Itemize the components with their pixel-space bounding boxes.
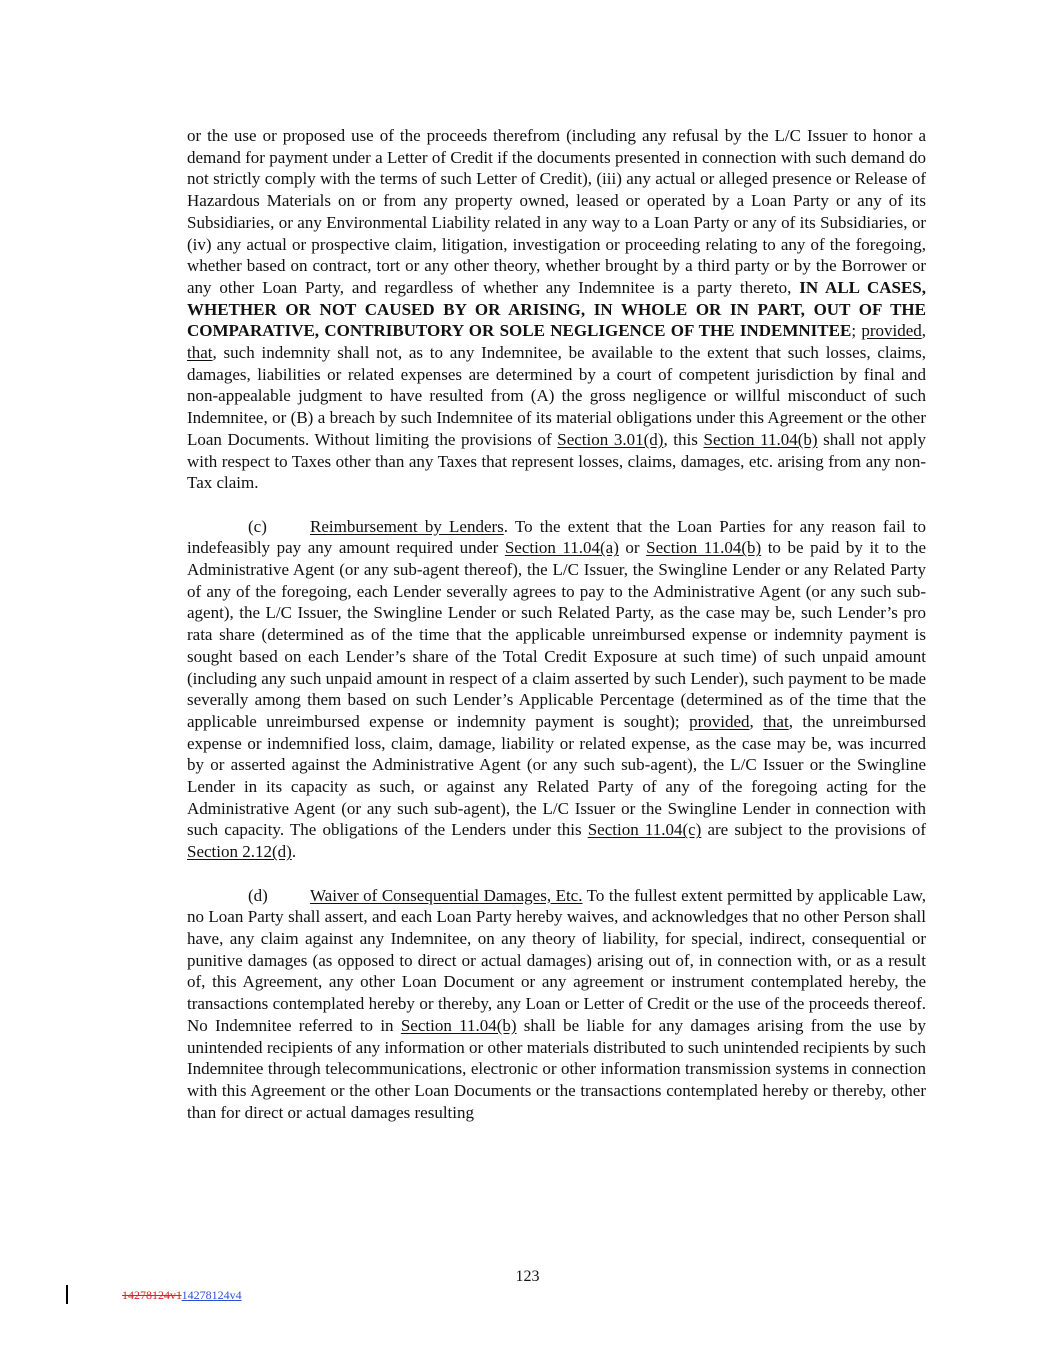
doc-id-inserted: 14278124v4 (181, 1288, 242, 1302)
section-ref: Section 3.01(d) (557, 429, 664, 449)
section-ref: Section 11.04(b) (646, 538, 762, 558)
doc-id-deleted: 14278124v1 (122, 1288, 182, 1302)
paragraph-label: (d) (248, 885, 268, 905)
provided-term: provided (861, 321, 922, 341)
paragraph-b-continuation: or the use or proposed use of the proceeds therefrom (including any refusal by the L/C Issuer to honor a demand for payment under a Letter of Credit if the documents presented in connection with such demand do not strictly comply with the terms of such Letter of Credit), (iii) any actual or alleged presence or Release of Hazardous Materials on or from any property owned, leased or operated by a Loan Party or any of its Subsidiaries, or any Environmental Liability related in any way to a Loan Party or any of its Subsidiaries, or (iv) any actual or prospective claim, litigation, investigation or proceeding relating to any of the foregoing, whether based on contract, tort or any other theory, whether brought by a third party or by the Borrower or any other Loan Party, and regardless of whether any Indemnitee is a party thereto, IN ALL CASES, WHETHER OR NOT CAUSED BY OR ARISING, IN WHOLE OR IN PART, OUT OF THE COMPARATIVE, CONTRIBUTORY OR SOLE NEGLIGENCE OF THE INDEMNITEE; provided, that, such indemnity shall not, as to any Indemnitee, be available to the extent that such losses, claims, damages, liabilities or related expenses are determined by a court of competent jurisdiction by final and non-appealable judgment to have resulted from (A) the gross negligence or willful misconduct of such Indemnitee, or (B) a breach by such Indemnitee of its material obligations under this Agreement or the other Loan Documents. Without limiting the provisions of Section 3.01(d), this Section 11.04(b) shall not apply with respect to Taxes other than any Taxes that represent losses, claims, damages, etc. arising from any non-Tax claim. (187, 126, 926, 493)
that-term: that (763, 711, 789, 731)
paragraph-label: (c) (248, 516, 267, 536)
page-number: 123 (515, 1268, 540, 1285)
section-ref: Section 2.12(d) (187, 842, 292, 862)
paragraph-c: (c) Reimbursement by Lenders. To the extent that the Loan Parties for any reason fail to indefeasibly pay any amount required under Section 11.04(a) or Section 11.04(b) to be paid by it to the Administrative Agent (or any sub-agent thereof), the L/C Issuer, the Swingline Lender or any Related Party of any of the foregoing, each Lender severally agrees to pay to the Administrative Agent (or any such sub-agent), the L/C Issuer, the Swingline Lender or such Related Party, as the case may be, such Lender’s pro rata share (determined as of the time that the applicable unreimbursed expense or indemnity payment is sought based on each Lender’s share of the Total Credit Exposure at such time) of such unpaid amount (including any such unpaid amount in respect of a claim asserted by such Lender), such payment to be made severally among them based on such Lender’s Applicable Percentage (determined as of the time that the applicable unreimbursed expense or indemnity payment is sought); provided, that, the unreimbursed expense or indemnified loss, claim, damage, liability or related expense, as the case may be, was incurred by or asserted against the Administrative Agent (or any such sub-agent), the L/C Issuer or the Swingline Lender in its capacity as such, or against any Related Party of any of the foregoing acting for the Administrative Agent (or any such sub-agent), the L/C Issuer or the Swingline Lender in connection with such capacity. The obligations of the Lenders under this Section 11.04(c) are subject to the provisions of Section 2.12(d). (187, 516, 927, 862)
section-ref: Section 11.04(a) (504, 538, 619, 558)
change-bar (66, 1285, 68, 1304)
paragraph-heading: Reimbursement by Lenders (310, 516, 504, 536)
paragraph-d: (d) Waiver of Consequential Damages, Etc. To the fullest extent permitted by applicable Law, no Loan Party shall assert, and each Loan Party hereby waives, and acknowledges that no other Person shall have, any claim against any Indemnitee, on any theory of liability, for special, indirect, consequential or punitive damages (as opposed to direct or actual damages) arising out of, in connection with, or as a result of, this Agreement, any other Loan Document or any agreement or instrument contemplated hereby, the transactions contemplated hereby or thereby, any Loan or Letter of Credit or the use of the proceeds thereof. No Indemnitee referred to in Section 11.04(b) shall be liable for any damages arising from the use by unintended recipients of any information or other materials distributed to such unintended recipients by such Indemnitee through telecommunications, electronic or other information transmission systems in connection with this Agreement or the other Loan Documents or the transactions contemplated hereby or thereby, other than for direct or actual damages resulting (187, 885, 926, 1122)
section-ref: Section 11.04(b) (400, 1015, 517, 1035)
negligence-clause: IN ALL CASES, WHETHER OR NOT CAUSED BY OR ARISING, IN WHOLE OR IN PART, OUT OF THE COMPARATIVE, CONTRIBUTORY OR SOLE NEGLIGENCE OF THE INDEMNITEE (187, 277, 926, 341)
paragraph-heading: Waiver of Consequential Damages, Etc. (310, 885, 583, 905)
provided-term: provided (689, 711, 750, 731)
that-term: that (187, 343, 213, 363)
document-id (122, 1288, 242, 1303)
section-ref: Section 11.04(b) (703, 429, 818, 449)
section-ref: Section 11.04(c) (587, 820, 702, 840)
document-body (187, 125, 926, 1123)
